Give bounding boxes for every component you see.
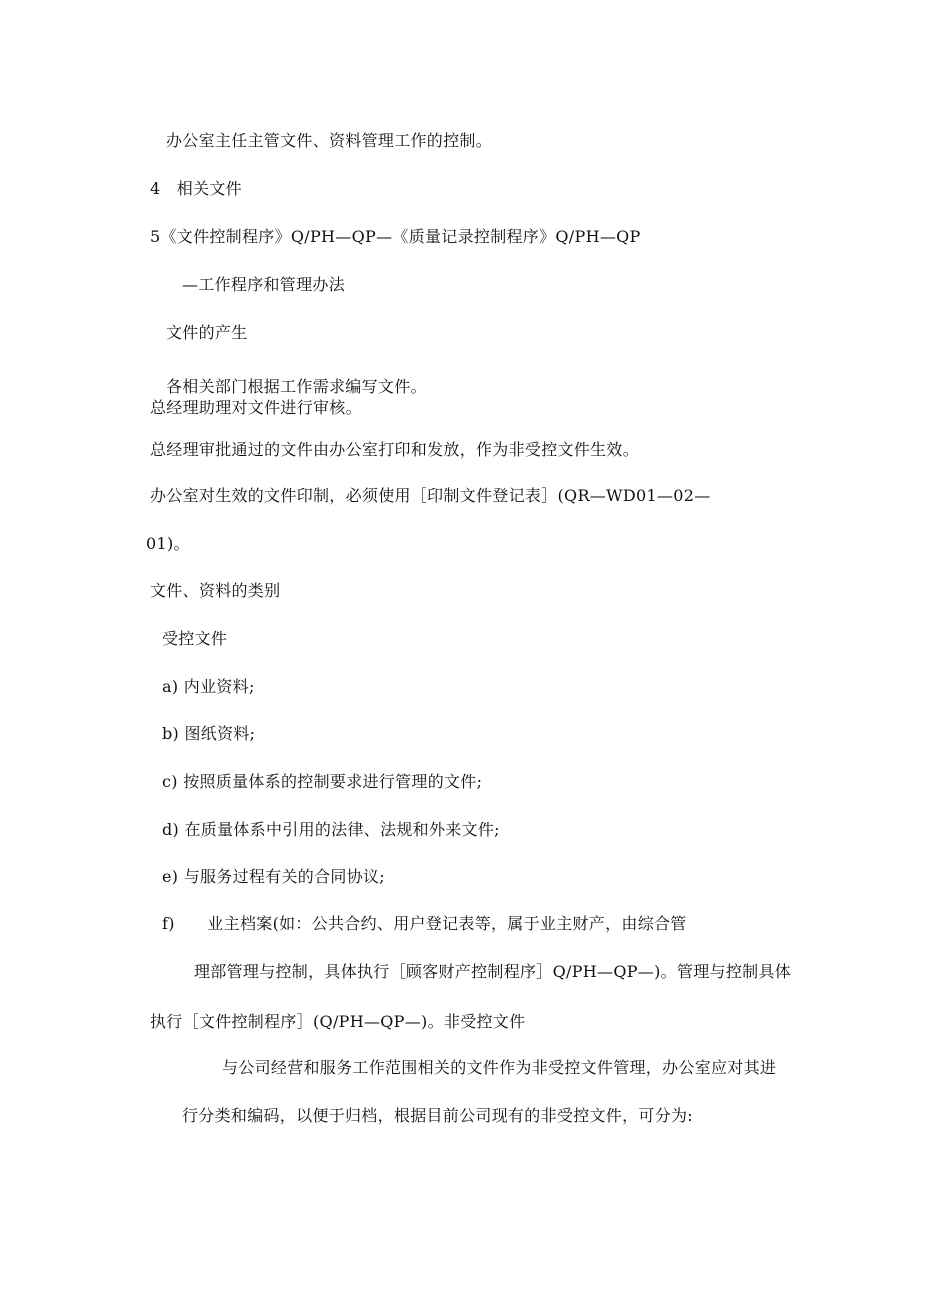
text-line: 5《文件控制程序》Q/PH—QP—《质量记录控制程序》Q/PH—QP (150, 227, 641, 246)
text-line: 01)。 (146, 534, 190, 553)
list-item: d) 在质量体系中引用的法律、法规和外来文件; (162, 820, 500, 839)
subsection-heading: 文件的产生 (166, 323, 248, 342)
text-line: 行分类和编码，以便于归档，根据目前公司现有的非受控文件，可分为: (182, 1106, 693, 1125)
text-line: 总经理审批通过的文件由办公室打印和发放，作为非受控文件生效。 (150, 440, 640, 459)
list-item: b) 图纸资料; (162, 724, 256, 743)
text-line: 各相关部门根据工作需求编写文件。 (166, 377, 427, 396)
text-line: 与公司经营和服务工作范围相关的文件作为非受控文件管理，办公室应对其进 (222, 1058, 777, 1077)
text-line: 办公室主任主管文件、资料管理工作的控制。 (166, 131, 493, 150)
list-item: a) 内业资料; (162, 677, 255, 696)
section-heading: 4 相关文件 (150, 179, 242, 198)
list-item: f) 业主档案(如：公共合约、用户登记表等，属于业主财产，由综合管 (162, 914, 687, 933)
section-heading: —工作程序和管理办法 (182, 275, 346, 294)
list-item: e) 与服务过程有关的合同协议; (162, 867, 385, 886)
text-line: 理部管理与控制，具体执行［顾客财产控制程序］Q/PH—QP—)。管理与控制具体 (194, 962, 792, 981)
subsection-heading: 受控文件 (162, 629, 228, 648)
subsection-heading: 文件、资料的类别 (150, 581, 281, 600)
text-line: 执行［文件控制程序］(Q/PH—QP—)。非受控文件 (150, 1012, 526, 1031)
text-line: 总经理助理对文件进行审核。 (150, 398, 362, 417)
text-line: 办公室对生效的文件印制，必须使用［印制文件登记表］(QR—WD01—02— (150, 486, 711, 505)
list-item: c) 按照质量体系的控制要求进行管理的文件; (162, 772, 483, 791)
